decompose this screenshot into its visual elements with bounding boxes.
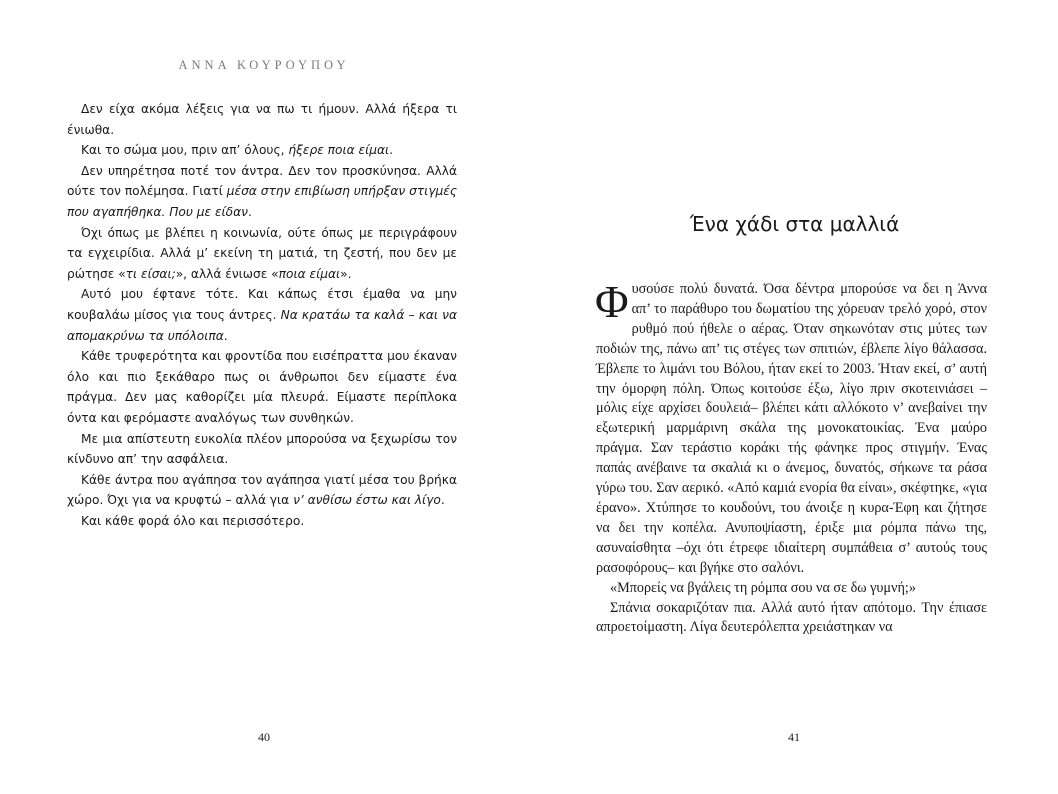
paragraph xyxy=(67,140,457,161)
text-run: . xyxy=(440,493,445,508)
drop-cap: Φ xyxy=(595,276,629,327)
running-head-author: ΑΝΝΑ ΚΟΥΡΟΥΠΟΥ xyxy=(178,58,350,72)
text-run: Όχι όπως με βλέπει η κοινωνία, ούτε όπως με περιγράφουν τα εγχειρίδια. Αλλά μ’ εκείνη τη ματιά, τη ζεστή, που δεν με ρώτησε « xyxy=(67,225,457,281)
text-run: ». xyxy=(340,266,352,281)
italic-text: μέσα στην επιβίωση υπήρξαν στιγμές που αγαπήθηκα. Που με είδαν xyxy=(67,184,457,219)
text-run: Αυτό μου έφτανε τότε. Και κάπως έτσι έμαθα να μην κουβαλάω μίσος για τους άντρες. xyxy=(67,287,457,322)
text-run: Κάθε τρυφερότητα και φροντίδα που εισέπραττα μου έκαναν όλο και πιο ξεκάθαρο πως οι άνθρωποι δεν είμαστε ένα πράγμα. Δεν μας καθορίζει μία πλευρά. Είμαστε περίπλοκα όντα και φερόμαστε αναλόγως των συνθηκών. xyxy=(67,349,457,425)
paragraph xyxy=(67,161,457,223)
paragraph: «Μπορείς να βγάλεις τη ρόμπα σου να σε δω γυμνή;» xyxy=(610,579,916,596)
paragraph xyxy=(67,470,457,511)
right-page-body xyxy=(595,276,987,638)
italic-text: Να κρατάω τα καλά – και να απομακρύνω τα υπόλοιπα xyxy=(67,307,458,343)
paragraph: Σπάνια σοκαριζόταν πια. Αλλά αυτό ήταν απότομο. Την έπιασε απροετοίμαστη. Λίγα δευτερόλεπτα χρειάστηκαν να xyxy=(596,599,987,636)
chapter-title: Ένα χάδι στα μαλλιά xyxy=(689,212,900,236)
text-run: », αλλά ένιωσε « xyxy=(175,266,279,281)
paragraph xyxy=(67,223,457,285)
text-run: Και το σώμα μου, πριν απ’ όλους, xyxy=(81,143,289,158)
page-number-right: 41 xyxy=(788,730,800,744)
text-run: . xyxy=(389,143,394,158)
paragraph xyxy=(67,429,457,470)
paragraph-text: υσούσε πολύ δυνατά. Όσα δέντρα μπορούσε να δει η Άννα απ’ το παράθυρο του δωματίου της χόρευαν τρελό χορό, στον ρυθμό πού ήθελε ο αέρας. Όταν σηκωνόταν στις μύτες των ποδιών της, πάνω απ’ τις στέγες των σπιτιών, έβλεπε λίγο θάλασσα. Έβλεπε το λιμάνι του Βόλου, ήταν εκεί το 2003. Ήταν εκεί, σ’ αυτή την όμορφη πόλη. Όπως κοιτούσε έξω, λίγο πριν σκοτεινιάσει –μόλις είχε αρχίσει δουλειά– βλέπει κάτι αλλόκοτο ν’ ανεβαίνει την εξωτερική μαρμάρινη σκάλα της μονοκατοικίας. Ένα μαύρο πράγμα. Σαν τεράστιο κοράκι τής φάνηκε προς στιγμήν. Ένας παπάς ανέβαινε τα σκαλιά κι ο άνεμος, δυνατός, σήκωνε τα ράσα γύρω του. Σαν αερικό. «Από καμιά ενορία θα είναι», σκέφτηκε, «για έρανο». Χτύπησε το κουδούνι, του άνοιξε η κυρα-Έφη και ζήτησε να δει την κοπέλα. Ανυποψίαστη, έριξε μια ρόμπα πάνω της, ασυναίσθητα –όχι ότι έτρεφε ιδιαίτερη συμπάθεια σ’ αυτούς τους ρασοφόρους– και βγήκε στο σαλόνι. xyxy=(596,281,987,576)
right-page xyxy=(529,0,1058,794)
italic-text: τι είσαι; xyxy=(125,266,176,281)
paragraph xyxy=(67,99,457,140)
left-page-body xyxy=(67,99,457,531)
italic-text: ν’ ανθίσω έστω και λίγο xyxy=(293,493,441,508)
paragraph xyxy=(595,276,987,579)
text-run: . xyxy=(223,328,228,343)
italic-text: ποια είμαι xyxy=(278,266,341,281)
italic-text: ήξερε ποια είμαι xyxy=(288,143,390,158)
text-run: Κάθε άντρα που αγάπησα τον αγάπησα γιατί μέσα του βρήκα χώρο. Όχι για να κρυφτώ – αλλά για xyxy=(67,472,457,508)
paragraph xyxy=(67,284,457,346)
page-number-left: 40 xyxy=(258,730,270,744)
text-run: Δεν είχα ακόμα λέξεις για να πω τι ήμουν. Αλλά ήξερα τι ένιωθα. xyxy=(67,102,457,137)
text-run: Με μια απίστευτη ευκολία πλέον μπορούσα να ξεχωρίσω τον κίνδυνο απ’ την ασφάλεια. xyxy=(67,431,457,467)
paragraph xyxy=(67,511,457,532)
text-run: Δεν υπηρέτησα ποτέ τον άντρα. Δεν τον προσκύνησα. Αλλά ούτε τον πολέμησα. Γιατί xyxy=(67,163,457,199)
text-run: . xyxy=(247,204,252,219)
text-run: Και κάθε φορά όλο και περισσότερο. xyxy=(81,513,305,528)
paragraph xyxy=(67,346,457,428)
